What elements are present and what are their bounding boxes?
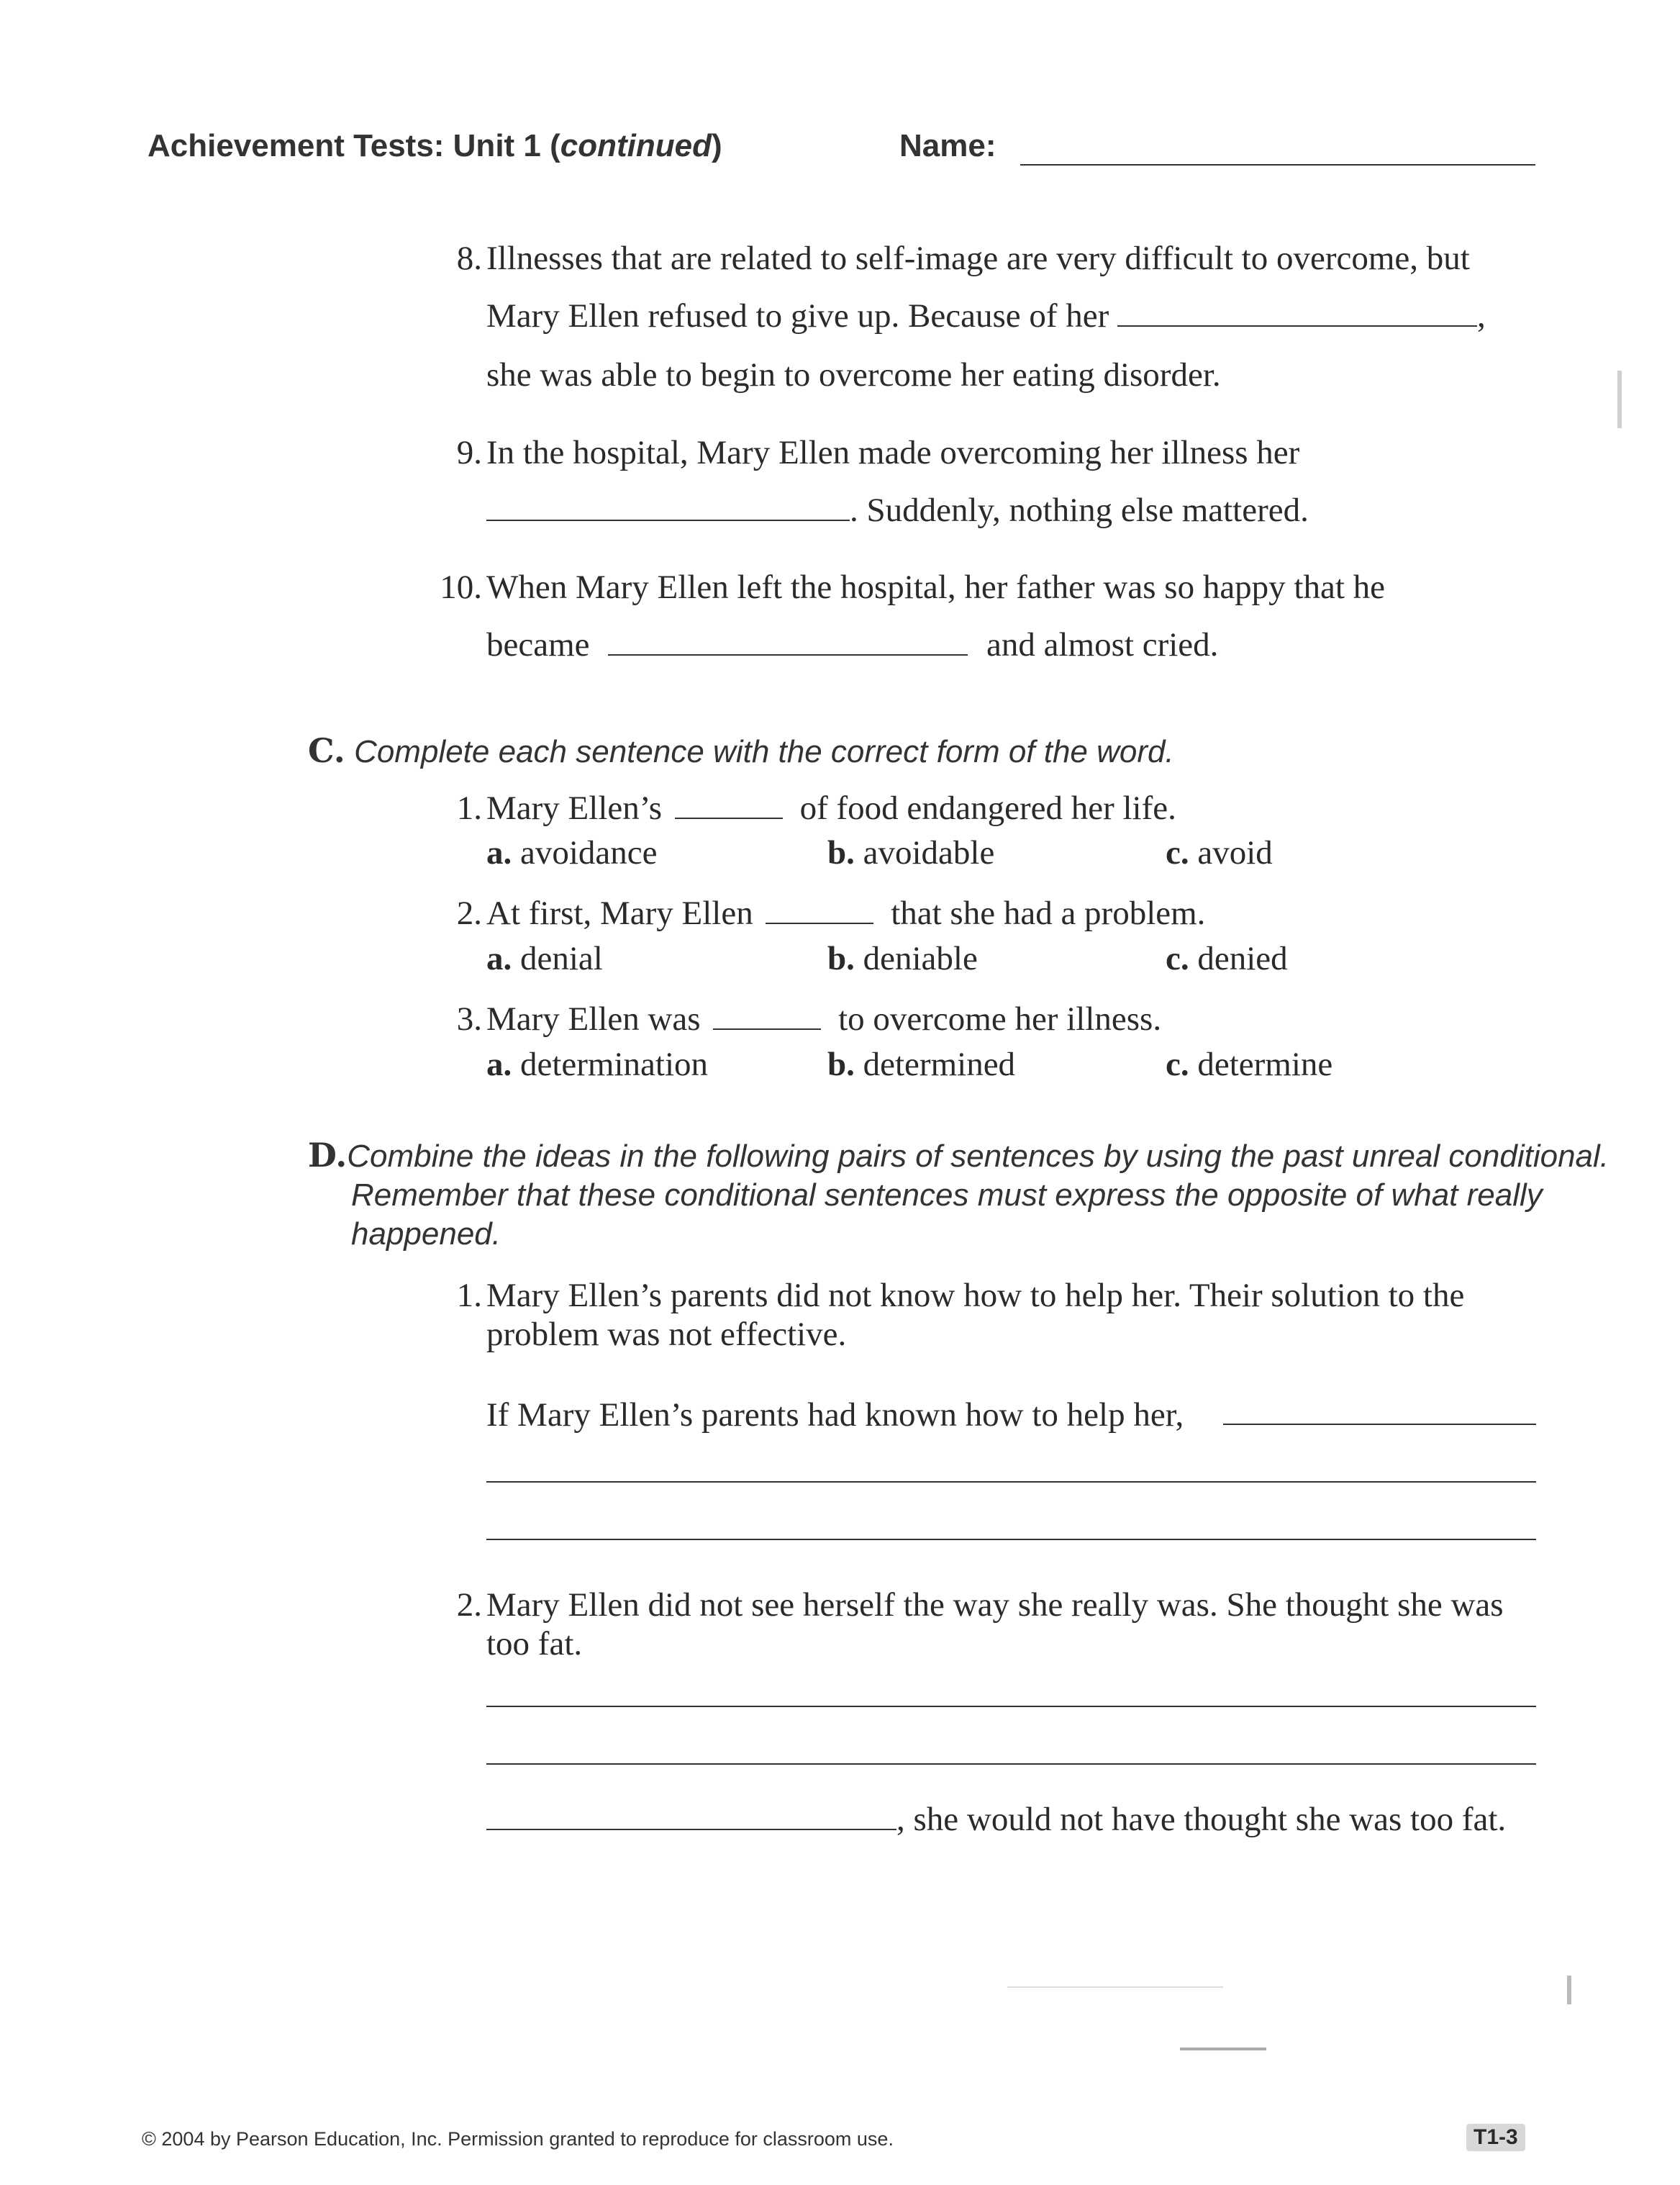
scan-smudge	[1180, 2048, 1266, 2050]
instruction-line: Remember that these conditional sentences must express the opposite of what really	[351, 1177, 1543, 1213]
answer-line[interactable]	[486, 1706, 1536, 1707]
option-c[interactable]: c. denied	[1166, 940, 1288, 977]
answer-line[interactable]	[486, 1763, 1536, 1765]
option-a[interactable]: a. avoidance	[486, 834, 658, 872]
question-text-line: Mary Ellen refused to give up. Because of her ,	[486, 297, 1486, 335]
answer-blank[interactable]	[486, 1828, 896, 1830]
answer-prompt: If Mary Ellen’s parents had known how to help her,	[486, 1396, 1184, 1434]
answer-line[interactable]	[486, 1539, 1536, 1540]
answer-ending-line: , she would not have thought she was too fat.	[486, 1799, 1506, 1840]
question-text-line: Mary Ellen’s parents did not know how to help her. Their solution to the	[486, 1277, 1465, 1314]
question-text-line: became and almost cried.	[486, 626, 1219, 664]
instruction-line: happened.	[351, 1216, 501, 1252]
question-text-line: Mary Ellen did not see herself the way she really was. She thought she was	[486, 1586, 1504, 1624]
question-text-line: Mary Ellen was to overcome her illness.	[486, 1000, 1162, 1038]
question-text-line: At first, Mary Ellen that she had a problem.	[486, 895, 1206, 932]
question-number: 2.	[456, 1586, 482, 1624]
scan-edge-mark	[1617, 371, 1622, 428]
option-b[interactable]: b. avoidable	[827, 834, 995, 872]
section-letter: D.	[308, 1136, 348, 1175]
section-c-instruction: C. Complete each sentence with the correct form of the word.	[308, 731, 1174, 770]
question-number: 8.	[456, 240, 482, 277]
question-text-line: Mary Ellen’s of food endangered her life.	[486, 790, 1176, 827]
option-a[interactable]: a. denial	[486, 940, 603, 977]
scan-edge-mark	[1567, 1976, 1571, 2004]
name-field-line[interactable]	[1020, 164, 1535, 166]
question-text-line: . Suddenly, nothing else mattered.	[486, 481, 1309, 540]
question-text-line: too fat.	[486, 1625, 583, 1662]
question-text-line: problem was not effective.	[486, 1316, 847, 1353]
answer-blank[interactable]	[766, 922, 873, 924]
answer-blank[interactable]	[675, 817, 783, 819]
question-number: 1.	[456, 1277, 482, 1314]
copyright-notice: © 2004 by Pearson Education, Inc. Permission granted to reproduce for classroom use.	[142, 2128, 894, 2150]
answer-blank[interactable]	[713, 1028, 821, 1030]
test-title: Achievement Tests: Unit 1 (continued)	[147, 128, 722, 163]
option-a[interactable]: a. determination	[486, 1046, 709, 1083]
option-c[interactable]: c. determine	[1166, 1046, 1333, 1083]
answer-line[interactable]	[486, 1481, 1536, 1483]
question-number: 10.	[440, 569, 482, 606]
question-number: 2.	[456, 895, 482, 932]
option-c[interactable]: c. avoid	[1166, 834, 1273, 872]
section-letter: C.	[308, 731, 345, 770]
scan-smudge	[1007, 1986, 1223, 1988]
answer-blank[interactable]	[608, 653, 968, 656]
page-number: T1-3	[1466, 2124, 1525, 2151]
option-b[interactable]: b. deniable	[827, 940, 978, 977]
question-text-line: she was able to begin to overcome her eating disorder.	[486, 356, 1221, 394]
question-text-line: When Mary Ellen left the hospital, her father was so happy that he	[486, 569, 1386, 606]
answer-blank[interactable]	[1117, 325, 1477, 327]
question-text-line: Illnesses that are related to self-image are very difficult to overcome, but	[486, 240, 1470, 277]
section-d-instruction	[308, 1136, 1609, 1254]
question-text-line: In the hospital, Mary Ellen made overcoming her illness her	[486, 434, 1300, 471]
instruction-line: D.Combine the ideas in the following pairs of sentences by using the past unreal conditional.	[308, 1136, 1609, 1175]
option-b[interactable]: b. determined	[827, 1046, 1016, 1083]
answer-blank[interactable]	[486, 519, 850, 521]
question-number: 1.	[456, 790, 482, 827]
question-number: 9.	[456, 434, 482, 471]
name-label: Name:	[899, 128, 996, 163]
question-number: 3.	[456, 1000, 482, 1038]
answer-line[interactable]	[1223, 1424, 1536, 1425]
